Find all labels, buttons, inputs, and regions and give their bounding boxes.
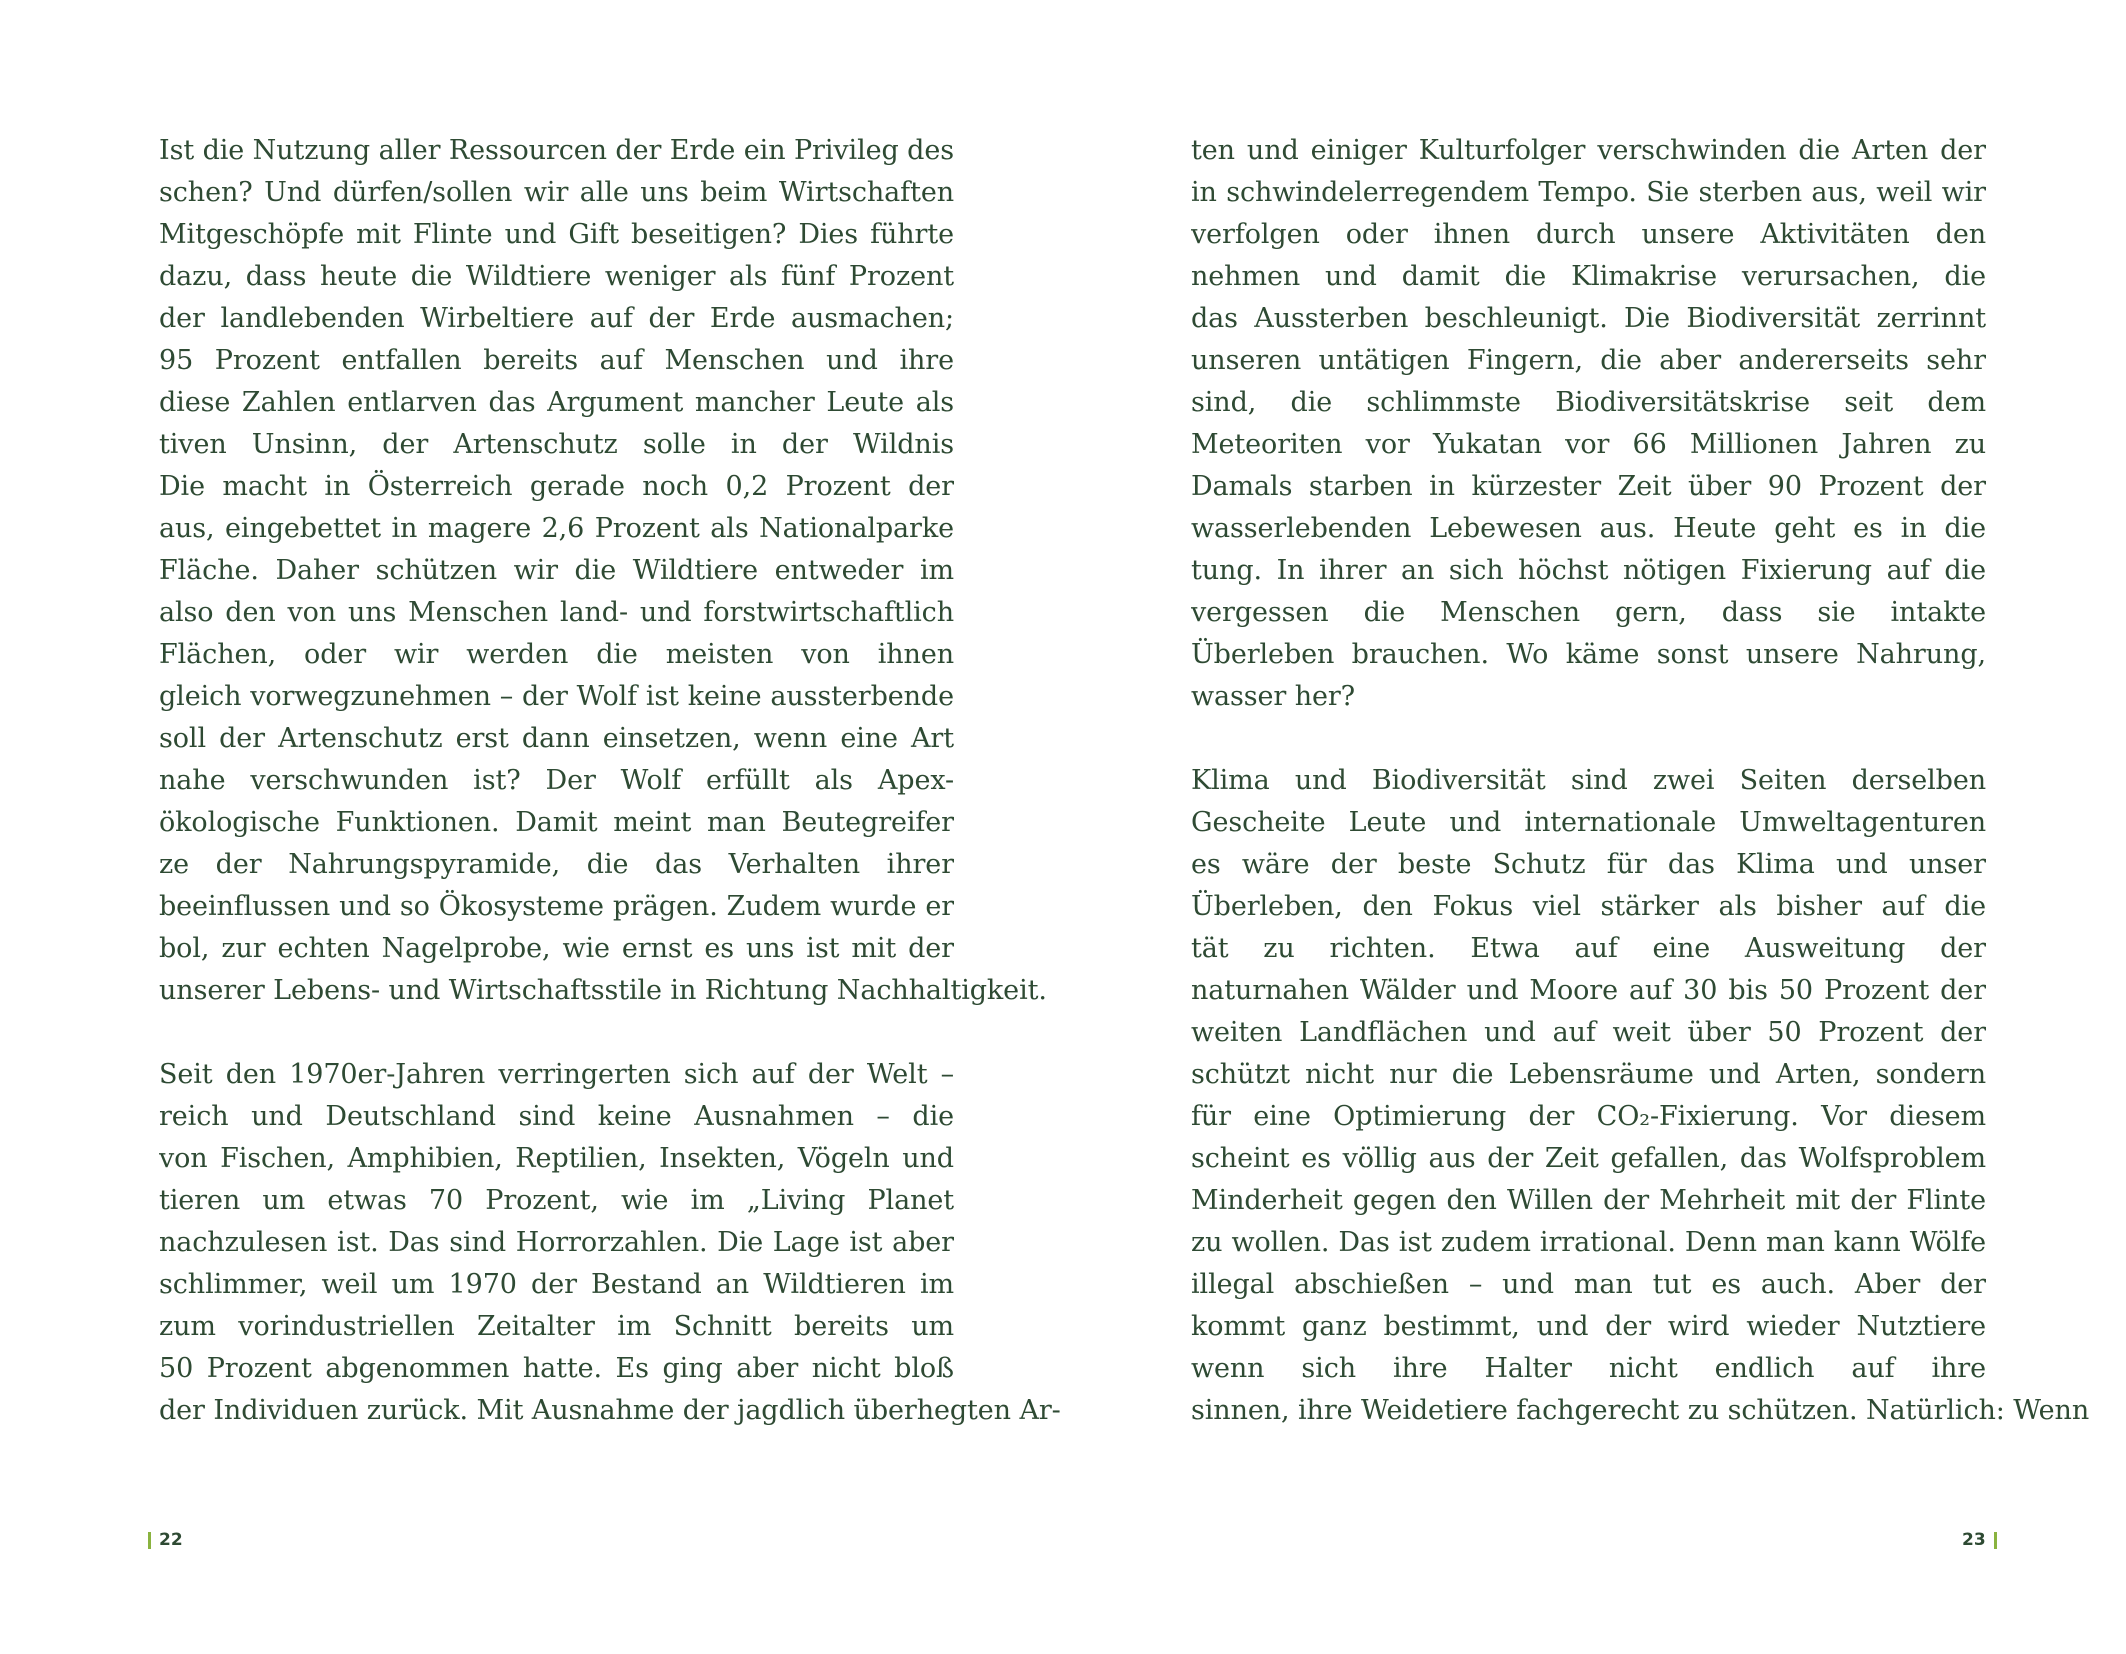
text-line: Klima und Biodiversität sind zwei Seiten derselben — [1191, 765, 1986, 796]
text-line: Überleben brauchen. Wo käme sonst unsere Nahrung, — [1191, 639, 1986, 670]
right-page-text — [1191, 130, 2090, 1432]
text-line: Minderheit gegen den Willen der Mehrheit mit der Flinte — [1191, 1185, 1986, 1216]
text-line: schützt nicht nur die Lebensräume und Arten, sondern — [1191, 1059, 1986, 1090]
text-line: ökologische Funktionen. Damit meint man Beutegreifer — [159, 807, 954, 838]
text-line: verfolgen oder ihnen durch unsere Aktivitäten den — [1191, 219, 1986, 250]
text-line: naturnahen Wälder und Moore auf 30 bis 50 Prozent der — [1191, 975, 1986, 1006]
text-line: nachzulesen ist. Das sind Horrorzahlen. Die Lage ist aber — [159, 1227, 954, 1258]
page-number-left — [148, 1530, 183, 1550]
text-line: Gescheite Leute und internationale Umweltagenturen — [1191, 807, 1986, 838]
text-line: aus, eingebettet in magere 2,6 Prozent als Nationalparke — [159, 513, 954, 544]
text-line: Mitgeschöpfe mit Flinte und Gift beseitigen? Dies führte — [159, 219, 954, 250]
text-line: zum vorindustriellen Zeitalter im Schnitt bereits um — [159, 1311, 954, 1342]
text-line: nehmen und damit die Klimakrise verursachen, die — [1191, 261, 1986, 292]
text-line: schen? Und dürfen/sollen wir alle uns beim Wirtschaften — [159, 177, 954, 208]
text-line: ze der Nahrungspyramide, die das Verhalten ihrer — [159, 849, 954, 880]
paragraph-gap — [159, 1012, 954, 1054]
text-line: reich und Deutschland sind keine Ausnahmen – die — [159, 1101, 954, 1132]
right-page — [1191, 130, 2090, 1432]
text-line: Damals starben in kürzester Zeit über 90 Prozent der — [1191, 471, 1986, 502]
page-number-left-text: 22 — [159, 1530, 183, 1550]
text-line: 95 Prozent entfallen bereits auf Menschen und ihre — [159, 345, 954, 376]
text-line: Seit den 1970er-Jahren verringerten sich auf der Welt – — [159, 1059, 954, 1090]
text-line: das Aussterben beschleunigt. Die Biodiversität zerrinnt — [1191, 303, 1986, 334]
text-line: in schwindelerregendem Tempo. Sie sterben aus, weil wir — [1191, 177, 1986, 208]
text-line: Ist die Nutzung aller Ressourcen der Erde ein Privileg des — [159, 135, 954, 166]
paragraph — [1191, 760, 2090, 1432]
text-line: vergessen die Menschen gern, dass sie intakte — [1191, 597, 1986, 628]
left-page — [159, 130, 1061, 1432]
text-line: der Individuen zurück. Mit Ausnahme der jagdlich überhegten Ar- — [159, 1395, 1061, 1426]
text-line: unserer Lebens- und Wirtschaftsstile in Richtung Nachhaltigkeit. — [159, 975, 1047, 1006]
text-line: der landlebenden Wirbeltiere auf der Erde ausmachen; — [159, 303, 954, 334]
text-line: ten und einiger Kulturfolger verschwinden die Arten der — [1191, 135, 1986, 166]
text-line: Überleben, den Fokus viel stärker als bisher auf die — [1191, 891, 1986, 922]
text-line: es wäre der beste Schutz für das Klima und unser — [1191, 849, 1986, 880]
paragraph — [159, 130, 1047, 1012]
text-line: sinnen, ihre Weidetiere fachgerecht zu schützen. Natürlich: Wenn — [1191, 1395, 2090, 1426]
text-line: sind, die schlimmste Biodiversitätskrise seit dem — [1191, 387, 1986, 418]
text-line: wenn sich ihre Halter nicht endlich auf ihre — [1191, 1353, 1986, 1384]
text-line: tät zu richten. Etwa auf eine Ausweitung der — [1191, 933, 1986, 964]
text-line: Die macht in Österreich gerade noch 0,2 Prozent der — [159, 471, 954, 502]
text-line: Meteoriten vor Yukatan vor 66 Millionen Jahren zu — [1191, 429, 1986, 460]
text-line: bol, zur echten Nagelprobe, wie ernst es uns ist mit der — [159, 933, 954, 964]
text-line: also den von uns Menschen land- und forstwirtschaftlich — [159, 597, 954, 628]
text-line: Flächen, oder wir werden die meisten von ihnen — [159, 639, 954, 670]
folio-bar-left — [148, 1532, 151, 1549]
text-line: scheint es völlig aus der Zeit gefallen, das Wolfsproblem — [1191, 1143, 1986, 1174]
text-line: wasserlebenden Lebewesen aus. Heute geht es in die — [1191, 513, 1986, 544]
folio-bar-right — [1994, 1532, 1997, 1549]
text-line: tiven Unsinn, der Artenschutz solle in der Wildnis — [159, 429, 954, 460]
text-line: tung. In ihrer an sich höchst nötigen Fixierung auf die — [1191, 555, 1986, 586]
text-line: 50 Prozent abgenommen hatte. Es ging aber nicht bloß — [159, 1353, 954, 1384]
paragraph — [1191, 130, 1986, 718]
text-line: zu wollen. Das ist zudem irrational. Denn man kann Wölfe — [1191, 1227, 1986, 1258]
text-line: kommt ganz bestimmt, und der wird wieder Nutztiere — [1191, 1311, 1986, 1342]
text-line: für eine Optimierung der CO₂-Fixierung. Vor diesem — [1191, 1101, 1986, 1132]
text-line: tieren um etwas 70 Prozent, wie im „Living Planet — [159, 1185, 954, 1216]
text-line: Fläche. Daher schützen wir die Wildtiere entweder im — [159, 555, 954, 586]
paragraph — [159, 1054, 1061, 1432]
text-line: dazu, dass heute die Wildtiere weniger als fünf Prozent — [159, 261, 954, 292]
text-line: diese Zahlen entlarven das Argument mancher Leute als — [159, 387, 954, 418]
text-line: illegal abschießen – und man tut es auch. Aber der — [1191, 1269, 1986, 1300]
text-line: schlimmer, weil um 1970 der Bestand an Wildtieren im — [159, 1269, 954, 1300]
paragraph-gap — [1191, 718, 1986, 760]
text-line: gleich vorwegzunehmen – der Wolf ist keine aussterbende — [159, 681, 954, 712]
text-line: nahe verschwunden ist? Der Wolf erfüllt als Apex- — [159, 765, 954, 796]
left-page-text — [159, 130, 1061, 1432]
text-line: soll der Artenschutz erst dann einsetzen, wenn eine Art — [159, 723, 954, 754]
text-line: beeinflussen und so Ökosysteme prägen. Zudem wurde er — [159, 891, 954, 922]
page-number-right — [1962, 1530, 1997, 1550]
text-line: von Fischen, Amphibien, Reptilien, Insekten, Vögeln und — [159, 1143, 954, 1174]
page-number-right-text: 23 — [1962, 1530, 1986, 1550]
text-line: weiten Landflächen und auf weit über 50 Prozent der — [1191, 1017, 1986, 1048]
text-line: unseren untätigen Fingern, die aber andererseits sehr — [1191, 345, 1986, 376]
text-line: wasser her? — [1191, 681, 1356, 712]
